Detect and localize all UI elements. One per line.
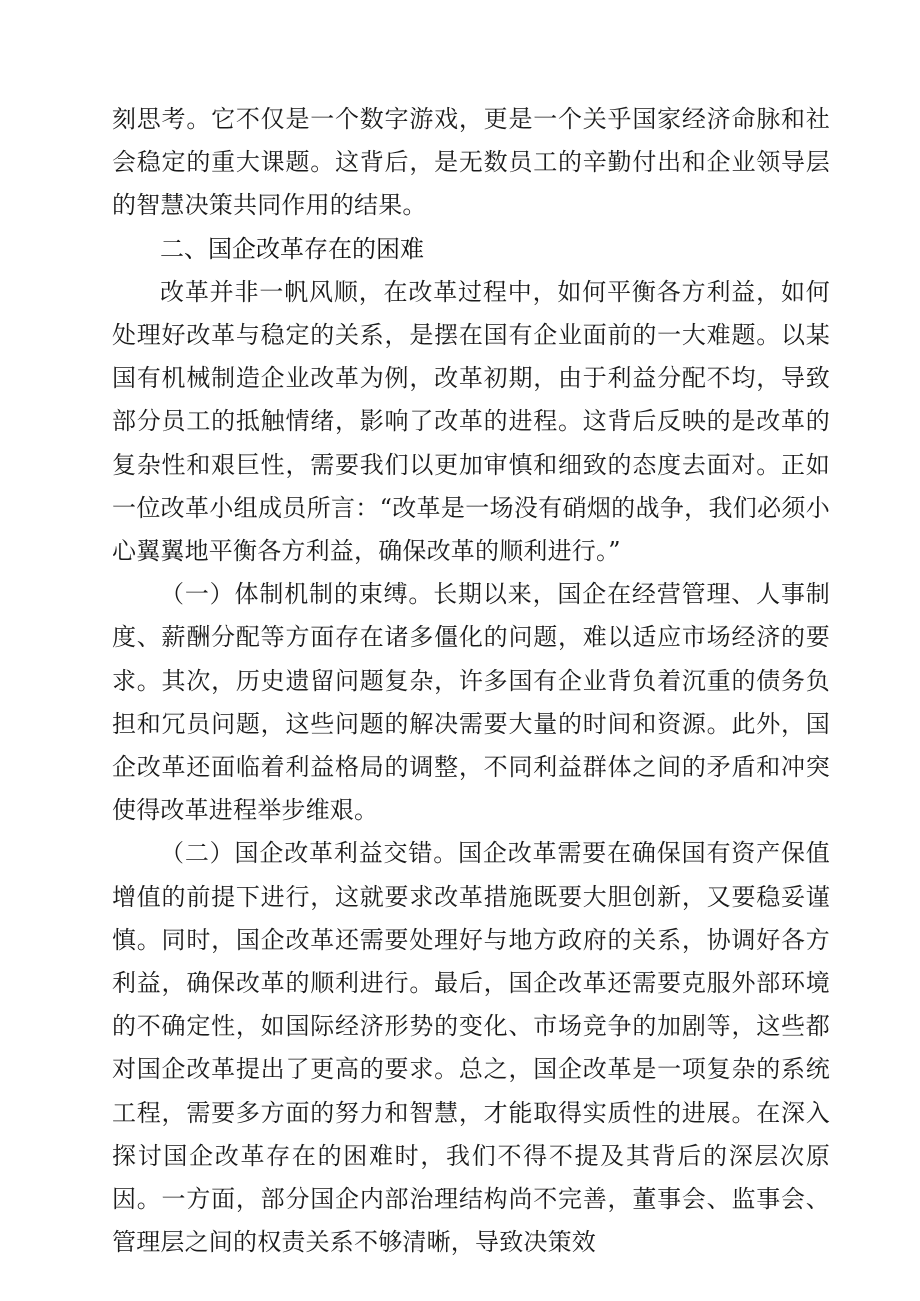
paragraph-subsection-1: （一）体制机制的束缚。长期以来，国企在经营管理、人事制度、薪酬分配等方面存在诸多僵化的问题，难以适应市场经济的要求。其次，历史遗留问题复杂，许多国有企业背负着沉重的债务负担和冗员问题，这些问题的解决需要大量的时间和资源。此外，国企改革还面临着利益格局的调整，不同利益群体之间的矛盾和冲突使得改革进程举步维艰。: [112, 580, 830, 825]
document-page: [112, 98, 830, 1264]
section-heading: 二、国企改革存在的困难: [160, 234, 424, 263]
paragraph-intro: 改革并非一帆风顺，在改革过程中，如何平衡各方利益，如何处理好改革与稳定的关系，是摆在国有企业面前的一大难题。以某国有机械制造企业改革为例，改革初期，由于利益分配不均，导致部分员工的抵触情绪，影响了改革的进程。这背后反映的是改革的复杂性和艰巨性，需要我们以更加审慎和细致的态度去面对。正如一位改革小组成员所言：“改革是一场没有硝烟的战争，我们必须小心翼翼地平衡各方利益，确保改革的顺利进行。”: [112, 277, 830, 566]
paragraph-subsection-2: （二）国企改革利益交错。国企改革需要在确保国有资产保值增值的前提下进行，这就要求改革措施既要大胆创新，又要稳妥谨慎。同时，国企改革还需要处理好与地方政府的关系，协调好各方利益，确保改革的顺利进行。最后，国企改革还需要克服外部环境的不确定性，如国际经济形势的变化、市场竞争的加剧等，这些都对国企改革提出了更高的要求。总之，国企改革是一项复杂的系统工程，需要多方面的努力和智慧，才能取得实质性的进展。在深入探讨国企改革存在的困难时，我们不得不提及其背后的深层次原因。一方面，部分国企内部治理结构尚不完善，董事会、监事会、管理层之间的权责关系不够清晰，导致决策效: [112, 839, 830, 1257]
paragraph-continuation: 刻思考。它不仅是一个数字游戏，更是一个关乎国家经济命脉和社会稳定的重大课题。这背后，是无数员工的辛勤付出和企业领导层的智慧决策共同作用的结果。: [112, 105, 830, 220]
